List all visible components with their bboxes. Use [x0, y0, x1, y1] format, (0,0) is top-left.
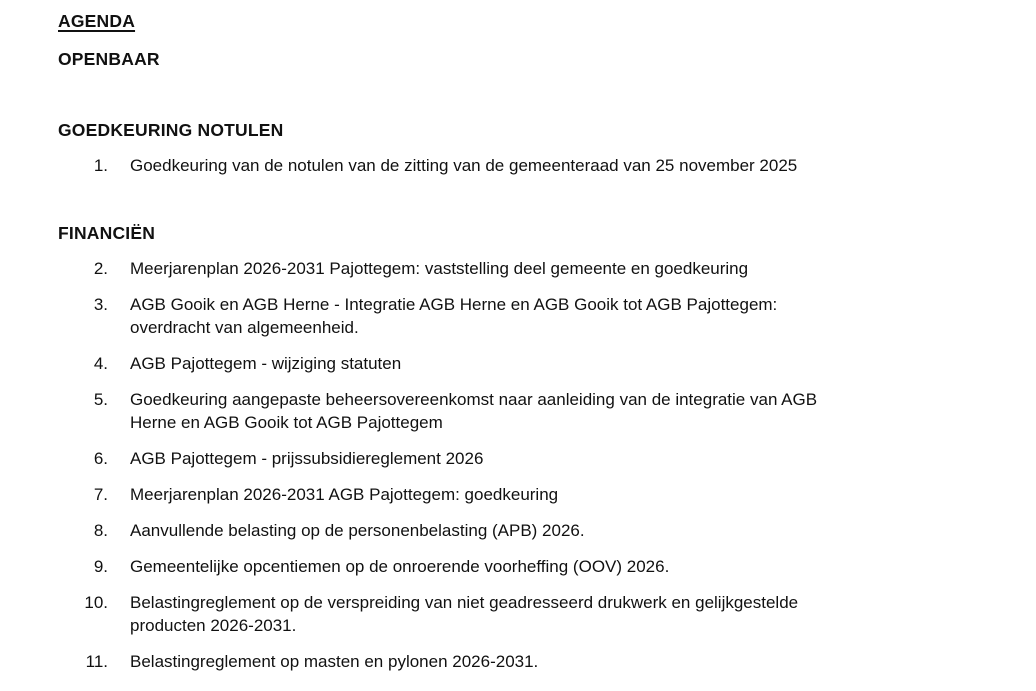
- agenda-item-text: [108, 519, 585, 542]
- agenda-item-line: Meerjarenplan 2026-2031 Pajottegem: vaststelling deel gemeente en goedkeuring: [130, 259, 749, 278]
- agenda-item-number: 2.: [93, 259, 108, 278]
- agenda-item-number: 9.: [93, 557, 108, 576]
- agenda-item: [58, 483, 996, 506]
- agenda-sections: [58, 120, 996, 673]
- agenda-item-number: 5.: [93, 390, 108, 409]
- agenda-item-line: AGB Pajottegem - wijziging statuten: [130, 354, 402, 373]
- agenda-item: [58, 154, 996, 177]
- agenda-item-number: 10.: [84, 593, 108, 612]
- agenda-item: [58, 650, 996, 673]
- agenda-item-text: [108, 447, 483, 470]
- agenda-item-line: Goedkeuring aangepaste beheersovereenkomst naar aanleiding van de integratie van AGB: [130, 390, 818, 409]
- agenda-item-text: [108, 483, 558, 506]
- agenda-item-text: [108, 293, 777, 339]
- agenda-item-number: 6.: [93, 449, 108, 468]
- agenda-item-text: [108, 257, 748, 280]
- agenda-item-number: 8.: [93, 521, 108, 540]
- agenda-item-line: Gemeentelijke opcentiemen op de onroerende voorheffing (OOV) 2026.: [130, 557, 670, 576]
- document-subtitle: OPENBAAR: [58, 49, 160, 69]
- agenda-item-text: [108, 591, 798, 637]
- agenda-item-number: 7.: [93, 485, 108, 504]
- agenda-item-text: [108, 352, 401, 375]
- agenda-item-line: Goedkeuring van de notulen van de zitting van de gemeenteraad van 25 november 2025: [130, 156, 798, 175]
- agenda-item-line: Aanvullende belasting op de personenbelasting (APB) 2026.: [130, 521, 585, 540]
- agenda-item-text: [108, 650, 538, 673]
- agenda-item: [58, 447, 996, 470]
- agenda-item-line: Herne en AGB Gooik tot AGB Pajottegem: [130, 413, 443, 432]
- agenda-item-line: Meerjarenplan 2026-2031 AGB Pajottegem: goedkeuring: [130, 485, 559, 504]
- agenda-item-line: overdracht van algemeenheid.: [130, 318, 359, 337]
- agenda-item: [58, 388, 996, 434]
- agenda-item-line: producten 2026-2031.: [130, 616, 297, 635]
- document-title: AGENDA: [58, 11, 136, 31]
- agenda-item: [58, 519, 996, 542]
- agenda-item: [58, 257, 996, 280]
- agenda-item-line: Belastingreglement op de verspreiding van niet geadresseerd drukwerk en gelijkgestelde: [130, 593, 799, 612]
- agenda-item-number: 3.: [93, 295, 108, 314]
- agenda-item-text: [108, 154, 797, 177]
- section-heading: FINANCIËN: [58, 223, 156, 243]
- agenda-item-text: [108, 388, 817, 434]
- agenda-item: [58, 555, 996, 578]
- agenda-item-number: 1.: [93, 156, 108, 175]
- agenda-item-number: 4.: [93, 354, 108, 373]
- agenda-item-line: AGB Pajottegem - prijssubsidiereglement 2026: [130, 449, 484, 468]
- agenda-item-number: 11.: [85, 652, 108, 671]
- section-heading: GOEDKEURING NOTULEN: [58, 120, 284, 140]
- agenda-item-line: AGB Gooik en AGB Herne - Integratie AGB Herne en AGB Gooik tot AGB Pajottegem:: [130, 295, 778, 314]
- agenda-item-text: [108, 555, 669, 578]
- agenda-item-line: Belastingreglement op masten en pylonen 2026-2031.: [130, 652, 539, 671]
- agenda-item: [58, 293, 996, 339]
- agenda-item: [58, 352, 996, 375]
- agenda-item: [58, 591, 996, 637]
